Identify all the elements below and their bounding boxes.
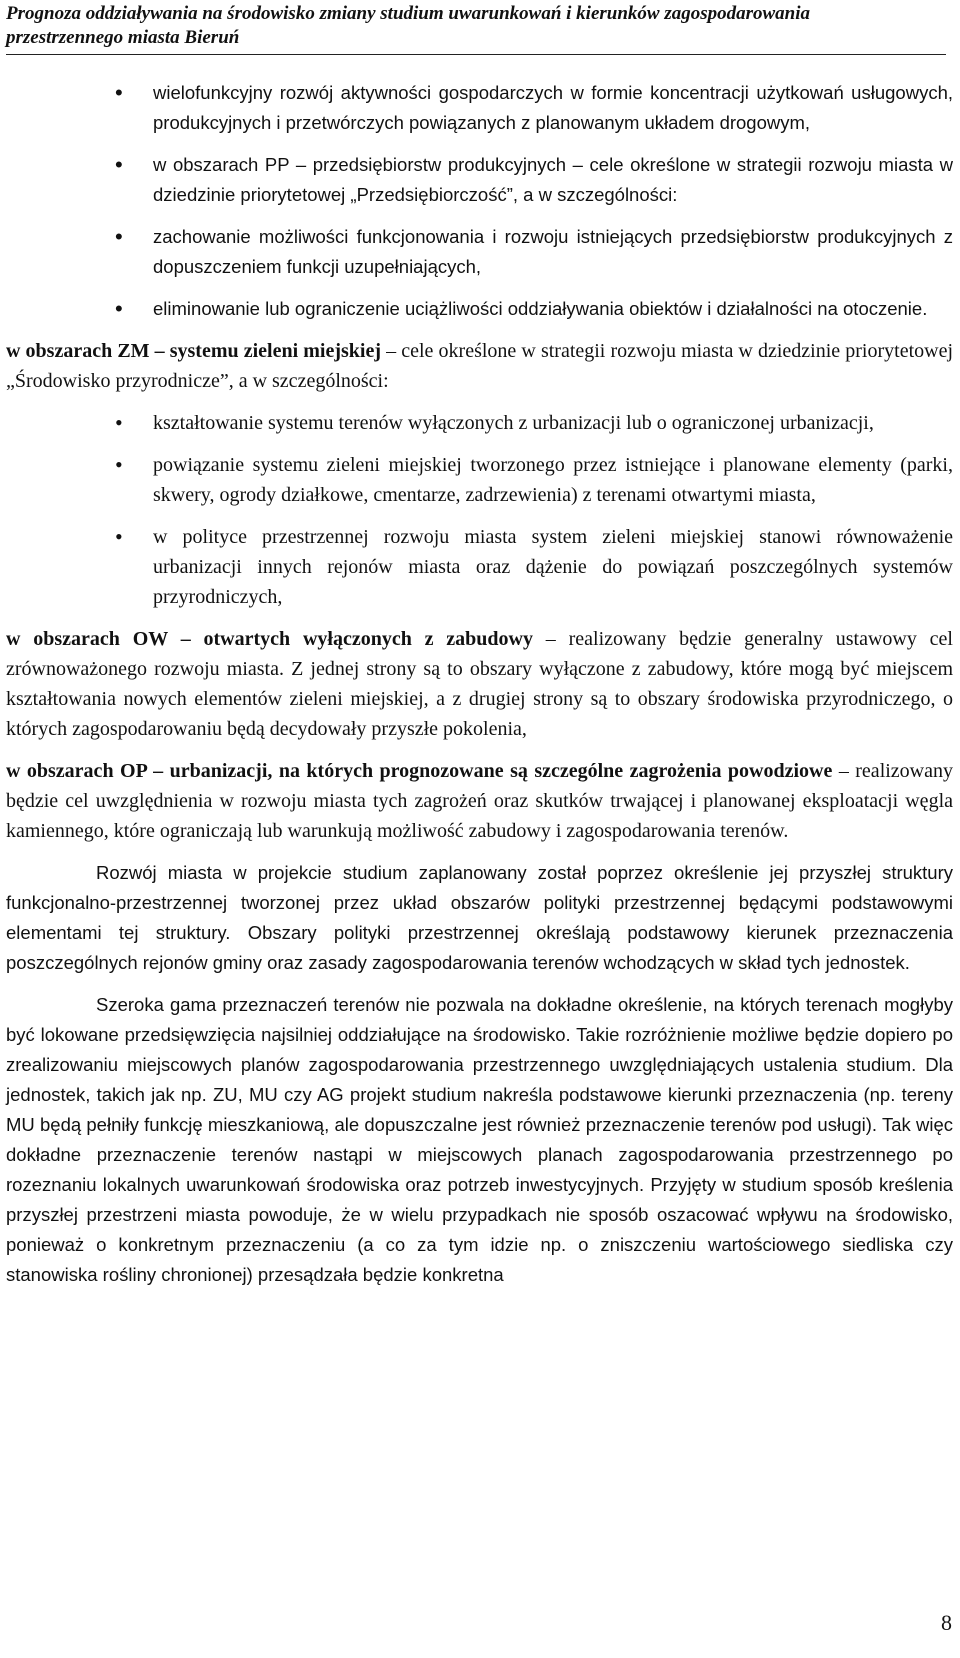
page-header: [6, 2, 946, 55]
list-item: • kształtowanie systemu terenów wyłączonych z urbanizacji lub o ograniczonej urbanizacji,: [6, 408, 953, 438]
op-heading: w obszarach OP – urbanizacji, na których prognozowane są szczególne zagrożenia powodziowe: [6, 760, 833, 782]
list-item: • eliminowanie lub ograniczenie uciążliwości oddziaływania obiektów i działalności na otoczenie.: [6, 294, 953, 324]
list-item: • zachowanie możliwości funkcjonowania i rozwoju istniejących przedsiębiorstw produkcyjnych z dopuszczeniem funkcji uzupełniających,: [6, 222, 953, 282]
zm-paragraph: [6, 336, 953, 396]
header-line-2: przestrzennego miasta Bieruń: [6, 27, 240, 48]
body-paragraph-2: Szeroka gama przeznaczeń terenów nie pozwala na dokładne określenie, na których terenach mogłyby być lokowane przedsięwzięcia najsilniej oddziałujące na środowisko. Takie rozróżnienie możliwe będzie dopiero po zrealizowaniu miejscowych planów zagospodarowania przestrzennego uwzględniających ustalenia studium. Dla jednostek, takich jak np. ZU, MU czy AG projekt studium nakreśla podstawowe kierunki przeznaczenia (np. tereny MU będą pełniły funkcję mieszkaniową, ale dopuszczalne jest również przeznaczenie terenów pod usługi). Tak więc dokładne przeznaczenie terenów nastąpi w miejscowych planach zagospodarowania przestrzennego po rozeznaniu lokalnych uwarunkowań środowiska oraz potrzeb inwestycyjnych. Przyjęty w studium sposób kreślenia przyszłej przestrzeni miasta powoduje, że w wielu przypadkach nie sposób oszacować wpływu na środowisko, ponieważ o konkretnym przeznaczeniu (a co za tym idzie np. o zniszczeniu wartościowego siedliska czy stanowiska rośliny chronionej) przesądzała będzie konkretna: [6, 994, 953, 1285]
zm-bullet-list: [6, 408, 953, 612]
zm-heading: w obszarach ZM – systemu zieleni miejskiej: [6, 340, 382, 362]
page-number: 8: [941, 1610, 952, 1635]
op-text: – realizowany będzie cel uwzględnienia w rozwoju miasta tych zagrożeń oraz skutków trwającej i planowanej eksploatacji węgla kamiennego, które ograniczają lub warunkują możliwość zabudowy i zagospodarowania terenów.: [6, 760, 953, 842]
ow-paragraph: [6, 624, 953, 744]
list-item: • wielofunkcyjny rozwój aktywności gospodarczych w formie koncentracji użytkowań usługowych, produkcyjnych i przetwórczych powiązanych z planowanym układem drogowym,: [6, 78, 953, 138]
document-body: [6, 78, 953, 1302]
ow-heading: w obszarach OW – otwartych wyłączonych z zabudowy: [6, 628, 533, 650]
list-item: • w obszarach PP – przedsiębiorstw produkcyjnych – cele określone w strategii rozwoju miasta w dziedzinie priorytetowej „Przedsiębiorczość”, a w szczególności:: [6, 150, 953, 210]
op-paragraph: [6, 756, 953, 846]
pp-bullet-list: [6, 78, 953, 324]
list-item: • powiązanie systemu zieleni miejskiej tworzonego przez istniejące i planowane elementy (parki, skwery, ogrody działkowe, cmentarze, zadrzewienia) z terenami otwartymi miasta,: [6, 450, 953, 510]
header-line-1: Prognoza oddziaływania na środowisko zmiany studium uwarunkowań i kierunków zagospodarowania: [6, 3, 811, 24]
body-paragraph-1: Rozwój miasta w projekcie studium zaplanowany został poprzez określenie jej przyszłej struktury funkcjonalno-przestrzennej tworzonej przez układ obszarów polityki przestrzennej będącymi podstawowymi elementami tej struktury. Obszary polityki przestrzennej określają podstawowy kierunek przeznaczenia poszczególnych rejonów gminy oraz zasady zagospodarowania terenów wchodzących w skład tych jednostek.: [6, 862, 953, 973]
list-item: • w polityce przestrzennej rozwoju miasta system zieleni miejskiej stanowi równoważenie urbanizacji innych rejonów miasta oraz dążenie do powiązań poszczególnych systemów przyrodniczych,: [6, 522, 953, 612]
ow-text: – realizowany będzie generalny ustawowy cel zrównoważonego rozwoju miasta. Z jednej strony są to obszary wyłączone z zabudowy, które mogą być miejscem kształtowania nowych elementów zieleni miejskiej, a z drugiej strony są to obszary środowiska przyrodniczego, o których zagospodarowaniu będą decydowały przyszłe pokolenia,: [6, 628, 953, 740]
zm-text: – cele określone w strategii rozwoju miasta w dziedzinie priorytetowej „Środowisko przyrodnicze”, a w szczególności:: [6, 340, 954, 392]
